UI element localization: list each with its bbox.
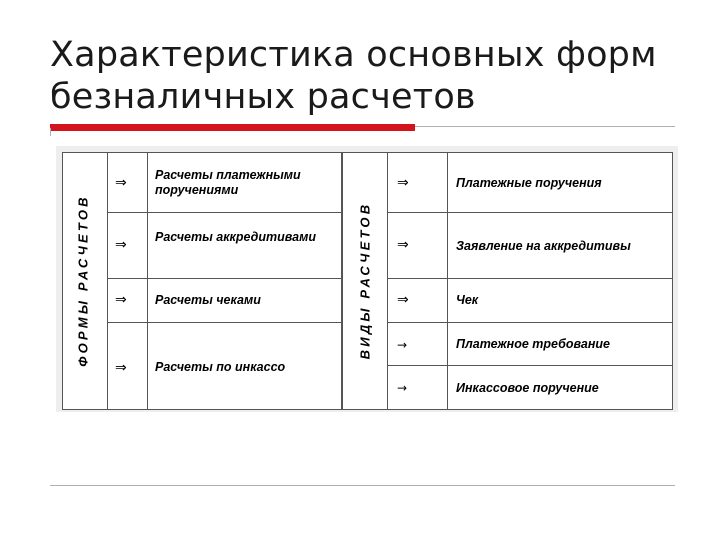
corner-mark — [50, 128, 51, 136]
form-arrow-icon: ⇒ — [115, 237, 127, 253]
title-divider-line — [415, 126, 675, 127]
form-arrow-icon: ⇒ — [115, 175, 127, 191]
types-row-divider-1 — [387, 212, 672, 213]
form-collection: Расчеты по инкассо — [155, 360, 286, 374]
slide-title — [50, 34, 690, 118]
types-row-divider-2 — [387, 278, 672, 279]
type-arrow-icon: ⇒ — [397, 237, 409, 253]
slide-title-line-2: безналичных расчетов — [50, 77, 476, 117]
type-arrow-icon: ⇒ — [397, 292, 409, 308]
forms-column-divider-2 — [147, 153, 148, 409]
types-header: ВИДЫ РАСЧЕТОВ — [357, 201, 373, 360]
form-cheques: Расчеты чеками — [155, 293, 261, 307]
forms-column-divider-1 — [107, 153, 108, 409]
payment-forms-diagram — [56, 146, 678, 412]
type-payment-orders: Платежные поручения — [456, 176, 602, 190]
forms-block — [62, 152, 342, 410]
types-column-divider-1 — [387, 153, 388, 409]
form-payment-orders: Расчеты платежными поручениями — [155, 168, 301, 197]
forms-row-divider-2 — [107, 278, 341, 279]
form-arrow-icon: ⇒ — [115, 292, 127, 308]
type-payment-request: Платежное требование — [456, 337, 610, 351]
form-letters-of-credit: Расчеты аккредитивами — [155, 230, 316, 244]
slide-title-line-1: Характеристика основных форм — [50, 35, 657, 75]
type-arrow-icon: → — [397, 381, 408, 395]
title-accent-bar — [50, 124, 415, 131]
type-arrow-icon: ⇒ — [397, 175, 409, 191]
forms-row-divider-1 — [107, 212, 341, 213]
types-row-divider-4 — [387, 365, 672, 366]
type-arrow-icon: → — [397, 338, 408, 352]
types-block — [342, 152, 673, 410]
type-collection-order: Инкассовое поручение — [456, 381, 599, 395]
types-row-divider-3 — [387, 322, 672, 323]
type-cheque: Чек — [456, 293, 479, 307]
forms-row-divider-3 — [107, 322, 341, 323]
footer-divider-line — [50, 485, 675, 486]
types-column-divider-2 — [447, 153, 448, 409]
forms-header: ФОРМЫ РАСЧЕТОВ — [75, 194, 91, 367]
type-letter-of-credit-application: Заявление на аккредитивы — [456, 239, 631, 253]
form-arrow-icon: ⇒ — [115, 360, 127, 376]
